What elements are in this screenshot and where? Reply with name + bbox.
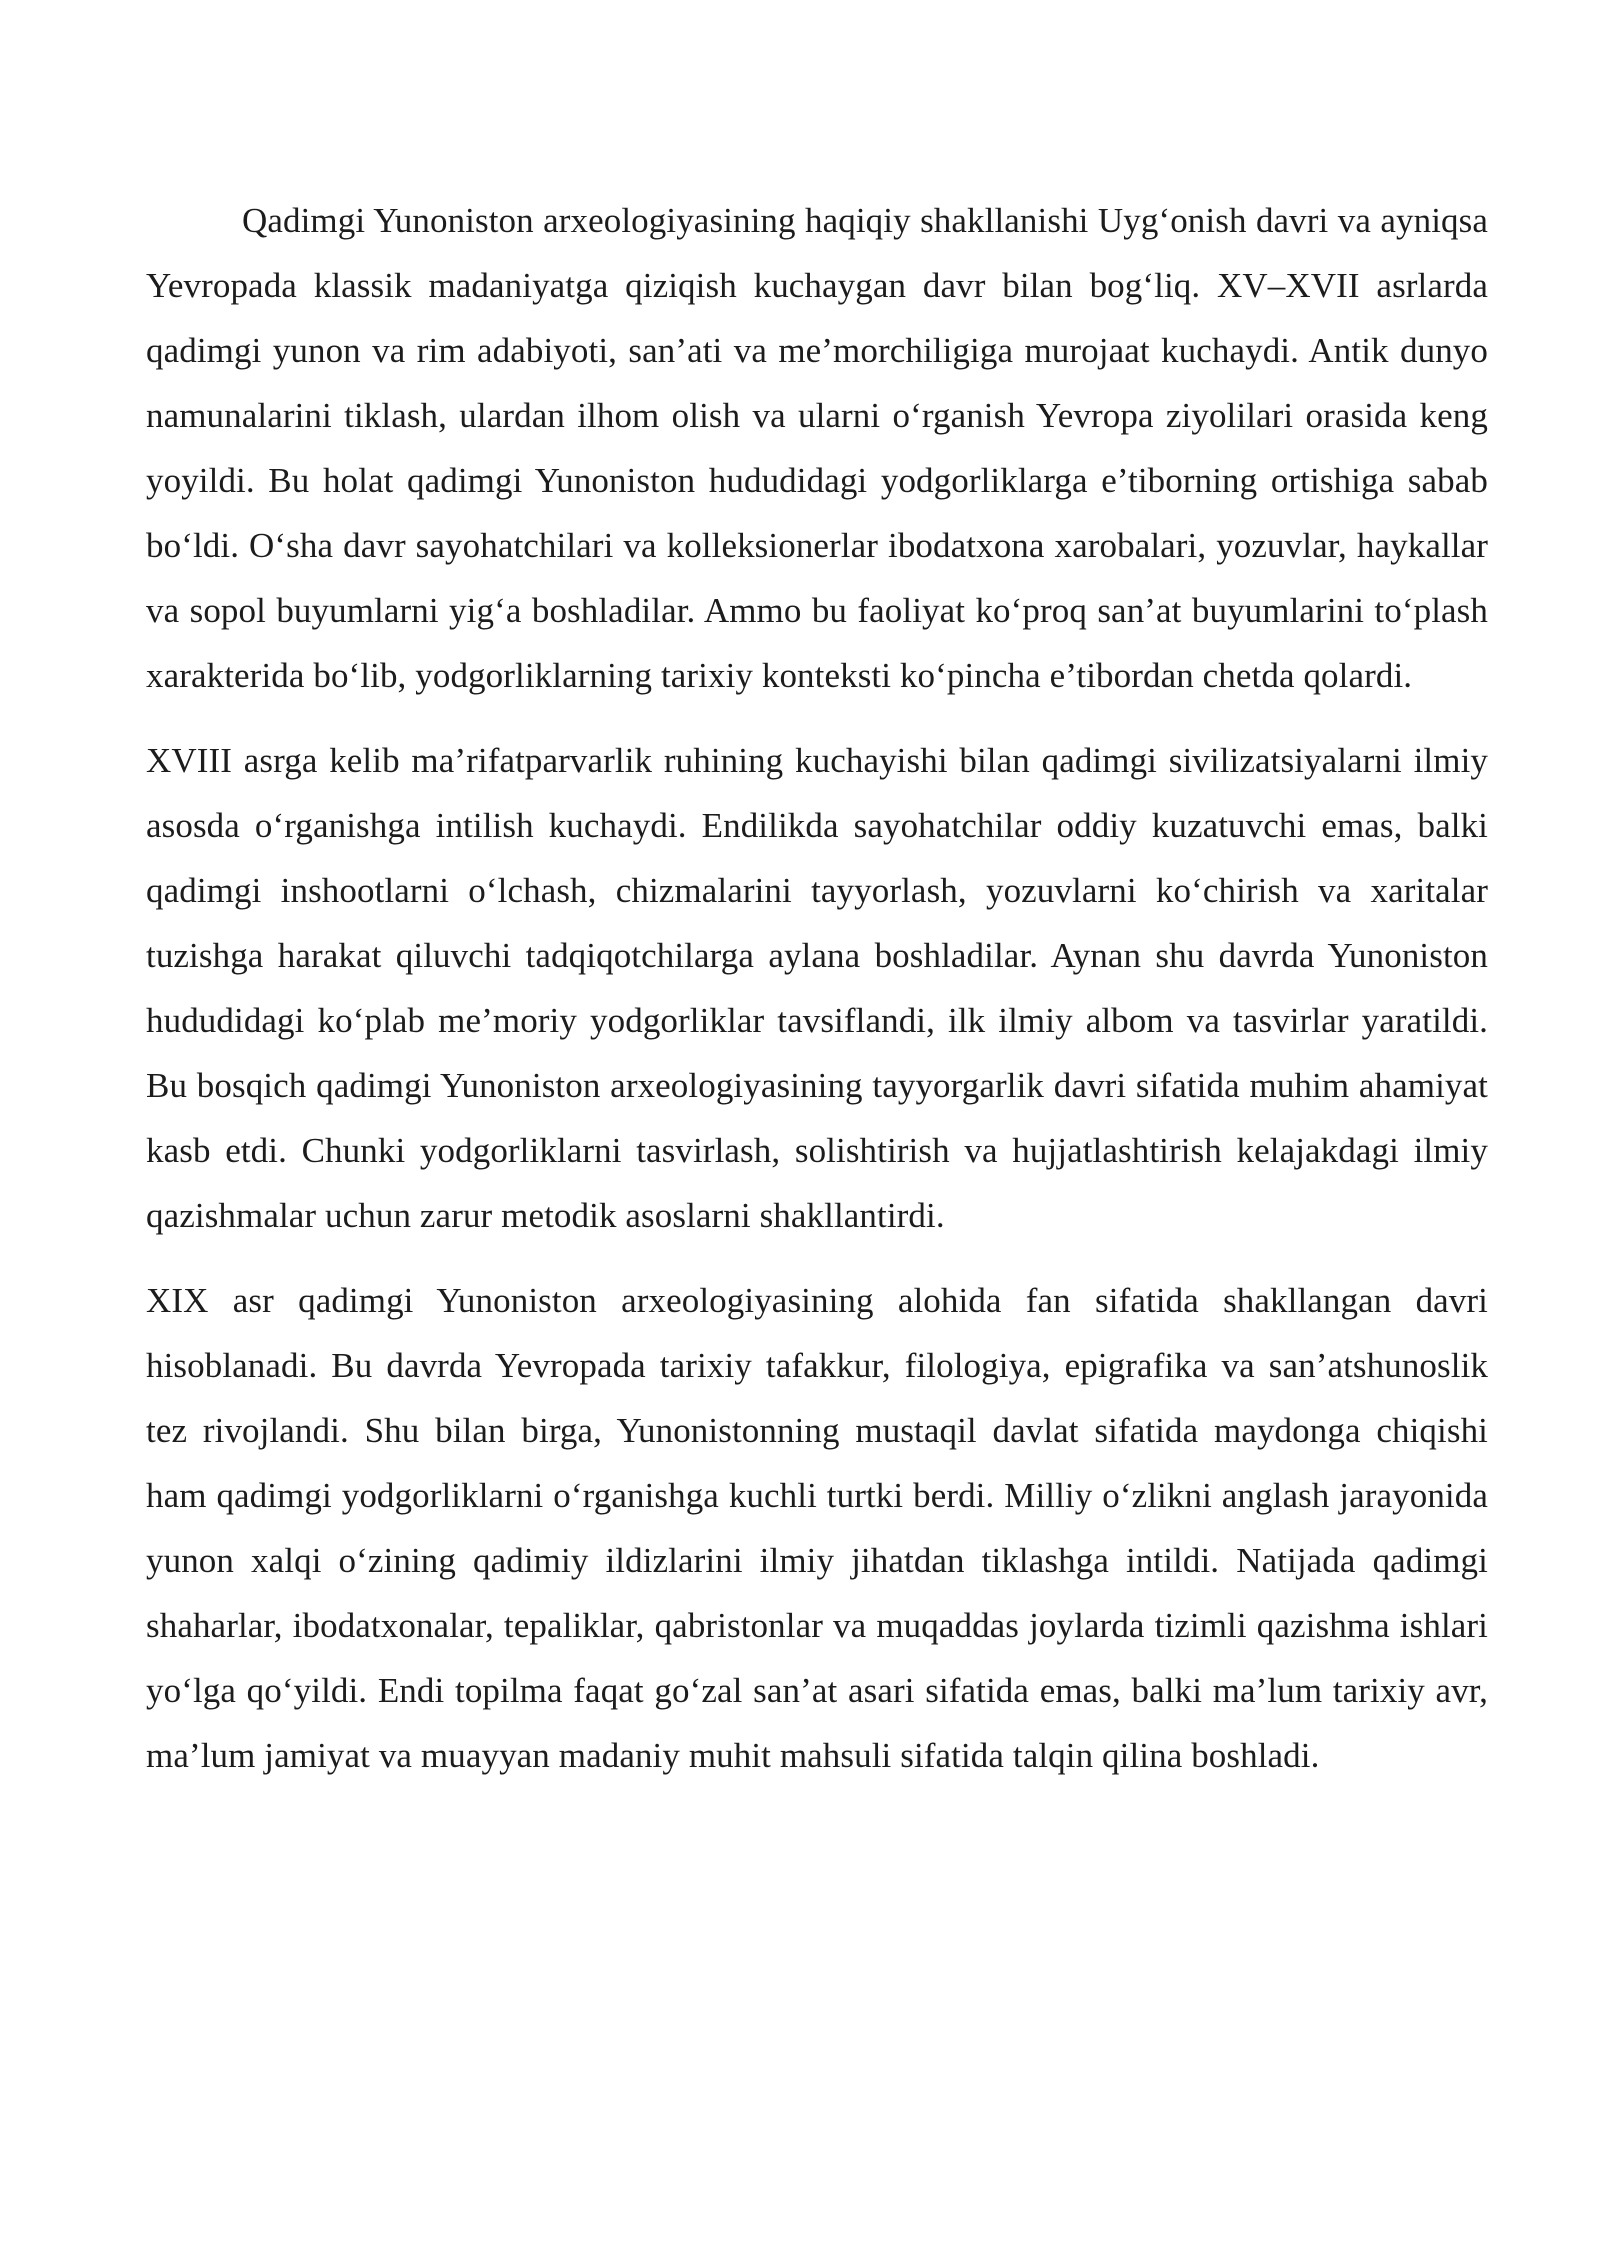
paragraph-2: XVIII asrga kelib ma’rifatparvarlik ruhining kuchayishi bilan qadimgi sivilizatsiyalarni ilmiy asosda o‘rganishga intilish kuchaydi. Endilikda sayohatchilar oddiy kuzatuvchi emas, balki qadimgi inshootlarni o‘lchash, chizmalarini tayyorlash, yozuvlarni ko‘chirish va xaritalar tuzishga harakat qiluvchi tadqiqotchilarga aylana boshladilar. Aynan shu davrda Yunoniston hududidagi ko‘plab me’moriy yodgorliklar tavsiflandi, ilk ilmiy albom va tasvirlar yaratildi. Bu bosqich qadimgi Yunoniston arxeologiyasining tayyorgarlik davri sifatida muhim ahamiyat kasb etdi. Chunki yodgorliklarni tasvirlash, solishtirish va hujjatlashtirish kelajakdagi ilmiy qazishmalar uchun zarur metodik asoslarni shakllantirdi. xyxy=(146,741,1488,1235)
paragraph-1: Qadimgi Yunoniston arxeologiyasining haqiqiy shakllanishi Uyg‘onish davri va ayniqsa Yevropada klassik madaniyatga qiziqish kuchaygan davr bilan bog‘liq. XV–XVII asrlarda qadimgi yunon va rim adabiyoti, san’ati va me’morchiligiga murojaat kuchaydi. Antik dunyo namunalarini tiklash, ulardan ilhom olish va ularni o‘rganish Yevropa ziyolilari orasida keng yoyildi. Bu holat qadimgi Yunoniston hududidagi yodgorliklarga e’tiborning ortishiga sabab bo‘ldi. O‘sha davr sayohatchilari va kolleksionerlar ibodatxona xarobalari, yozuvlar, haykallar va sopol buyumlarni yig‘a boshladilar. Ammo bu faoliyat ko‘proq san’at buyumlarini to‘plash xarakterida bo‘lib, yodgorliklarning tarixiy konteksti ko‘pincha e’tibordan chetda qolardi. xyxy=(146,201,1488,695)
document-body xyxy=(146,188,1488,1788)
paragraph-3: XIX asr qadimgi Yunoniston arxeologiyasining alohida fan sifatida shakllangan davri hisoblanadi. Bu davrda Yevropada tarixiy tafakkur, filologiya, epigrafika va san’atshunoslik tez rivojlandi. Shu bilan birga, Yunonistonning mustaqil davlat sifatida maydonga chiqishi ham qadimgi yodgorliklarni o‘rganishga kuchli turtki berdi. Milliy o‘zlikni anglash jarayonida yunon xalqi o‘zining qadimiy ildizlarini ilmiy jihatdan tiklashga intildi. Natijada qadimgi shaharlar, ibodatxonalar, tepaliklar, qabristonlar va muqaddas joylarda tizimli qazishma ishlari yo‘lga qo‘yildi. Endi topilma faqat go‘zal san’at asari sifatida emas, balki ma’lum tarixiy avr, ma’lum jamiyat va muayyan madaniy muhit mahsuli sifatida talqin qilina boshladi. xyxy=(146,1281,1488,1775)
